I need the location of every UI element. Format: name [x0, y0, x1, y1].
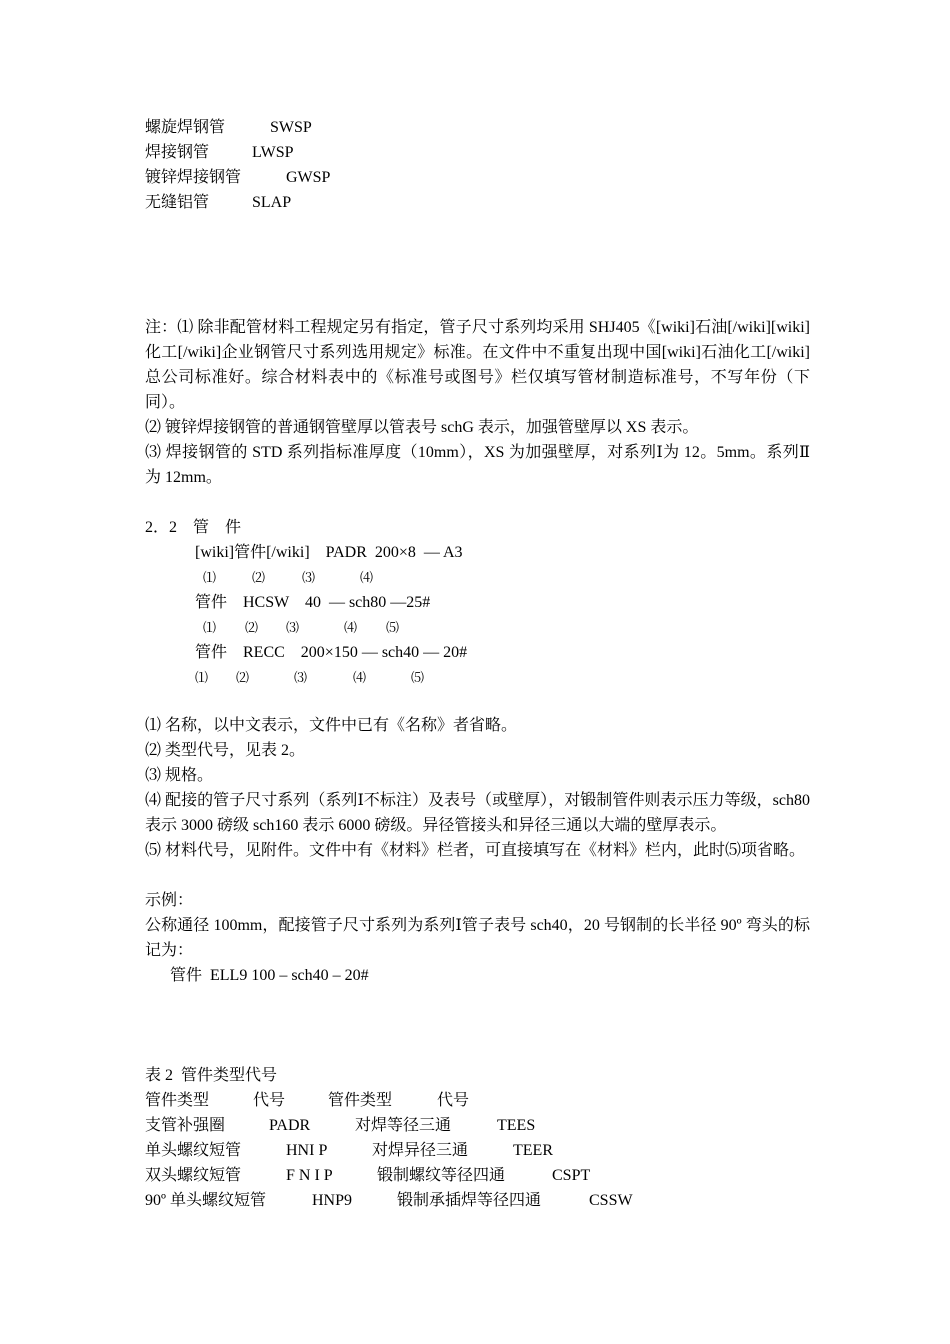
- item: ⑵ 类型代号，见表 2。: [145, 742, 306, 759]
- table-cell: 对焊等径三通: [355, 1117, 452, 1134]
- pipe-name: 镀锌焊接钢管: [145, 169, 242, 186]
- item: ⑸ 材料代号，见附件。文件中有《材料》栏者，可直接填写在《材料》栏内，此时⑸项省略。: [145, 842, 806, 859]
- note-3: ⑶ 焊接钢管的 STD 系列指标准厚度（10mm），XS 为加强壁厚，对系列Ⅰ为 12。5mm。系列Ⅱ为 12mm。: [145, 444, 810, 486]
- item: ⑷ 配接的管子尺寸系列（系列Ⅰ不标注）及表号（或壁厚），对锻制管件则表示压力等级，sch80 表示 3000 磅级 sch160 表示 6000 磅级。异径管接头和异径三通以大端的壁厚表示。: [145, 792, 810, 834]
- pipe-code: LWSP: [252, 144, 294, 161]
- pipe-name: 无缝铝管: [145, 194, 210, 211]
- example-num: ⑴: [203, 570, 217, 585]
- example-line: 管件 HCSW 40 — sch80 —25#: [195, 594, 431, 611]
- section-heading: 2．2 管 件: [145, 519, 242, 536]
- example-num: ⑵: [252, 570, 266, 585]
- pipe-code: SWSP: [270, 119, 312, 136]
- example-line: [wiki]管件[/wiki] PADR 200×8 — A3: [195, 544, 463, 561]
- example-num: ⑷: [360, 570, 374, 585]
- table-cell: 90º 单头螺纹短管: [145, 1192, 266, 1209]
- pipe-code: GWSP: [286, 169, 331, 186]
- table-cell: 双头螺纹短管: [145, 1167, 242, 1184]
- table-cell: F N I P: [286, 1167, 333, 1184]
- item: ⑶ 规格。: [145, 767, 214, 784]
- table-header: 管件类型: [328, 1092, 393, 1109]
- example-num: ⑶: [302, 570, 316, 585]
- table-cell: 单头螺纹短管: [145, 1142, 242, 1159]
- note-1: 注：⑴ 除非配管材料工程规定另有指定，管子尺寸系列均采用 SHJ405《[wiki]石油[/wiki][wiki]化工[/wiki]企业钢管尺寸系列选用规定》标准。在文件中不重复出现中国[wiki]石油化工[/wiki]总公司标准好。综合材料表中的《标准号或图号》栏仅填写管材制造标准号，不写年份（下同）。: [145, 319, 810, 411]
- table-cell: 支管补强圈: [145, 1117, 226, 1134]
- pipe-name: 螺旋焊钢管: [145, 119, 226, 136]
- table-header: 管件类型: [145, 1092, 210, 1109]
- example-num: ⑷: [344, 620, 358, 635]
- example-label: 示例：: [145, 892, 194, 909]
- table-cell: HNI P: [286, 1142, 328, 1159]
- pipe-code: SLAP: [252, 194, 292, 211]
- table-title: 表 2 管件类型代号: [145, 1067, 278, 1084]
- table-cell: HNP9: [312, 1192, 353, 1209]
- note-2: ⑵ 镀锌焊接钢管的普通钢管壁厚以管表号 schG 表示，加强管壁厚以 XS 表示。: [145, 419, 699, 436]
- example-num: ⑷: [353, 670, 367, 685]
- table-header: 代号: [253, 1092, 286, 1109]
- example-mark: 管件 ELL9 100 – sch40 – 20#: [170, 967, 369, 984]
- table-header: 代号: [437, 1092, 470, 1109]
- example-num: ⑴: [203, 620, 217, 635]
- table-cell: PADR: [269, 1117, 311, 1134]
- table-cell: 锻制螺纹等径四通: [377, 1167, 506, 1184]
- table-cell: TEER: [513, 1142, 553, 1159]
- table-cell: 对焊异径三通: [372, 1142, 469, 1159]
- item: ⑴ 名称，以中文表示，文件中已有《名称》者省略。: [145, 717, 518, 734]
- example-num: ⑴: [195, 670, 209, 685]
- example-num: ⑸: [411, 670, 425, 685]
- table-cell: TEES: [497, 1117, 536, 1134]
- example-num: ⑸: [386, 620, 400, 635]
- example-num: ⑶: [286, 620, 300, 635]
- example-num: ⑵: [236, 670, 250, 685]
- table-cell: CSSW: [589, 1192, 633, 1209]
- example-num: ⑵: [245, 620, 259, 635]
- example-text: 公称通径 100mm，配接管子尺寸系列为系列Ⅰ管子表号 sch40，20 号钢制的长半径 90º 弯头的标记为：: [145, 917, 810, 959]
- pipe-name: 焊接钢管: [145, 144, 210, 161]
- table-cell: 锻制承插焊等径四通: [397, 1192, 542, 1209]
- table-cell: CSPT: [552, 1167, 591, 1184]
- example-num: ⑶: [294, 670, 308, 685]
- example-line: 管件 RECC 200×150 — sch40 — 20#: [195, 644, 468, 661]
